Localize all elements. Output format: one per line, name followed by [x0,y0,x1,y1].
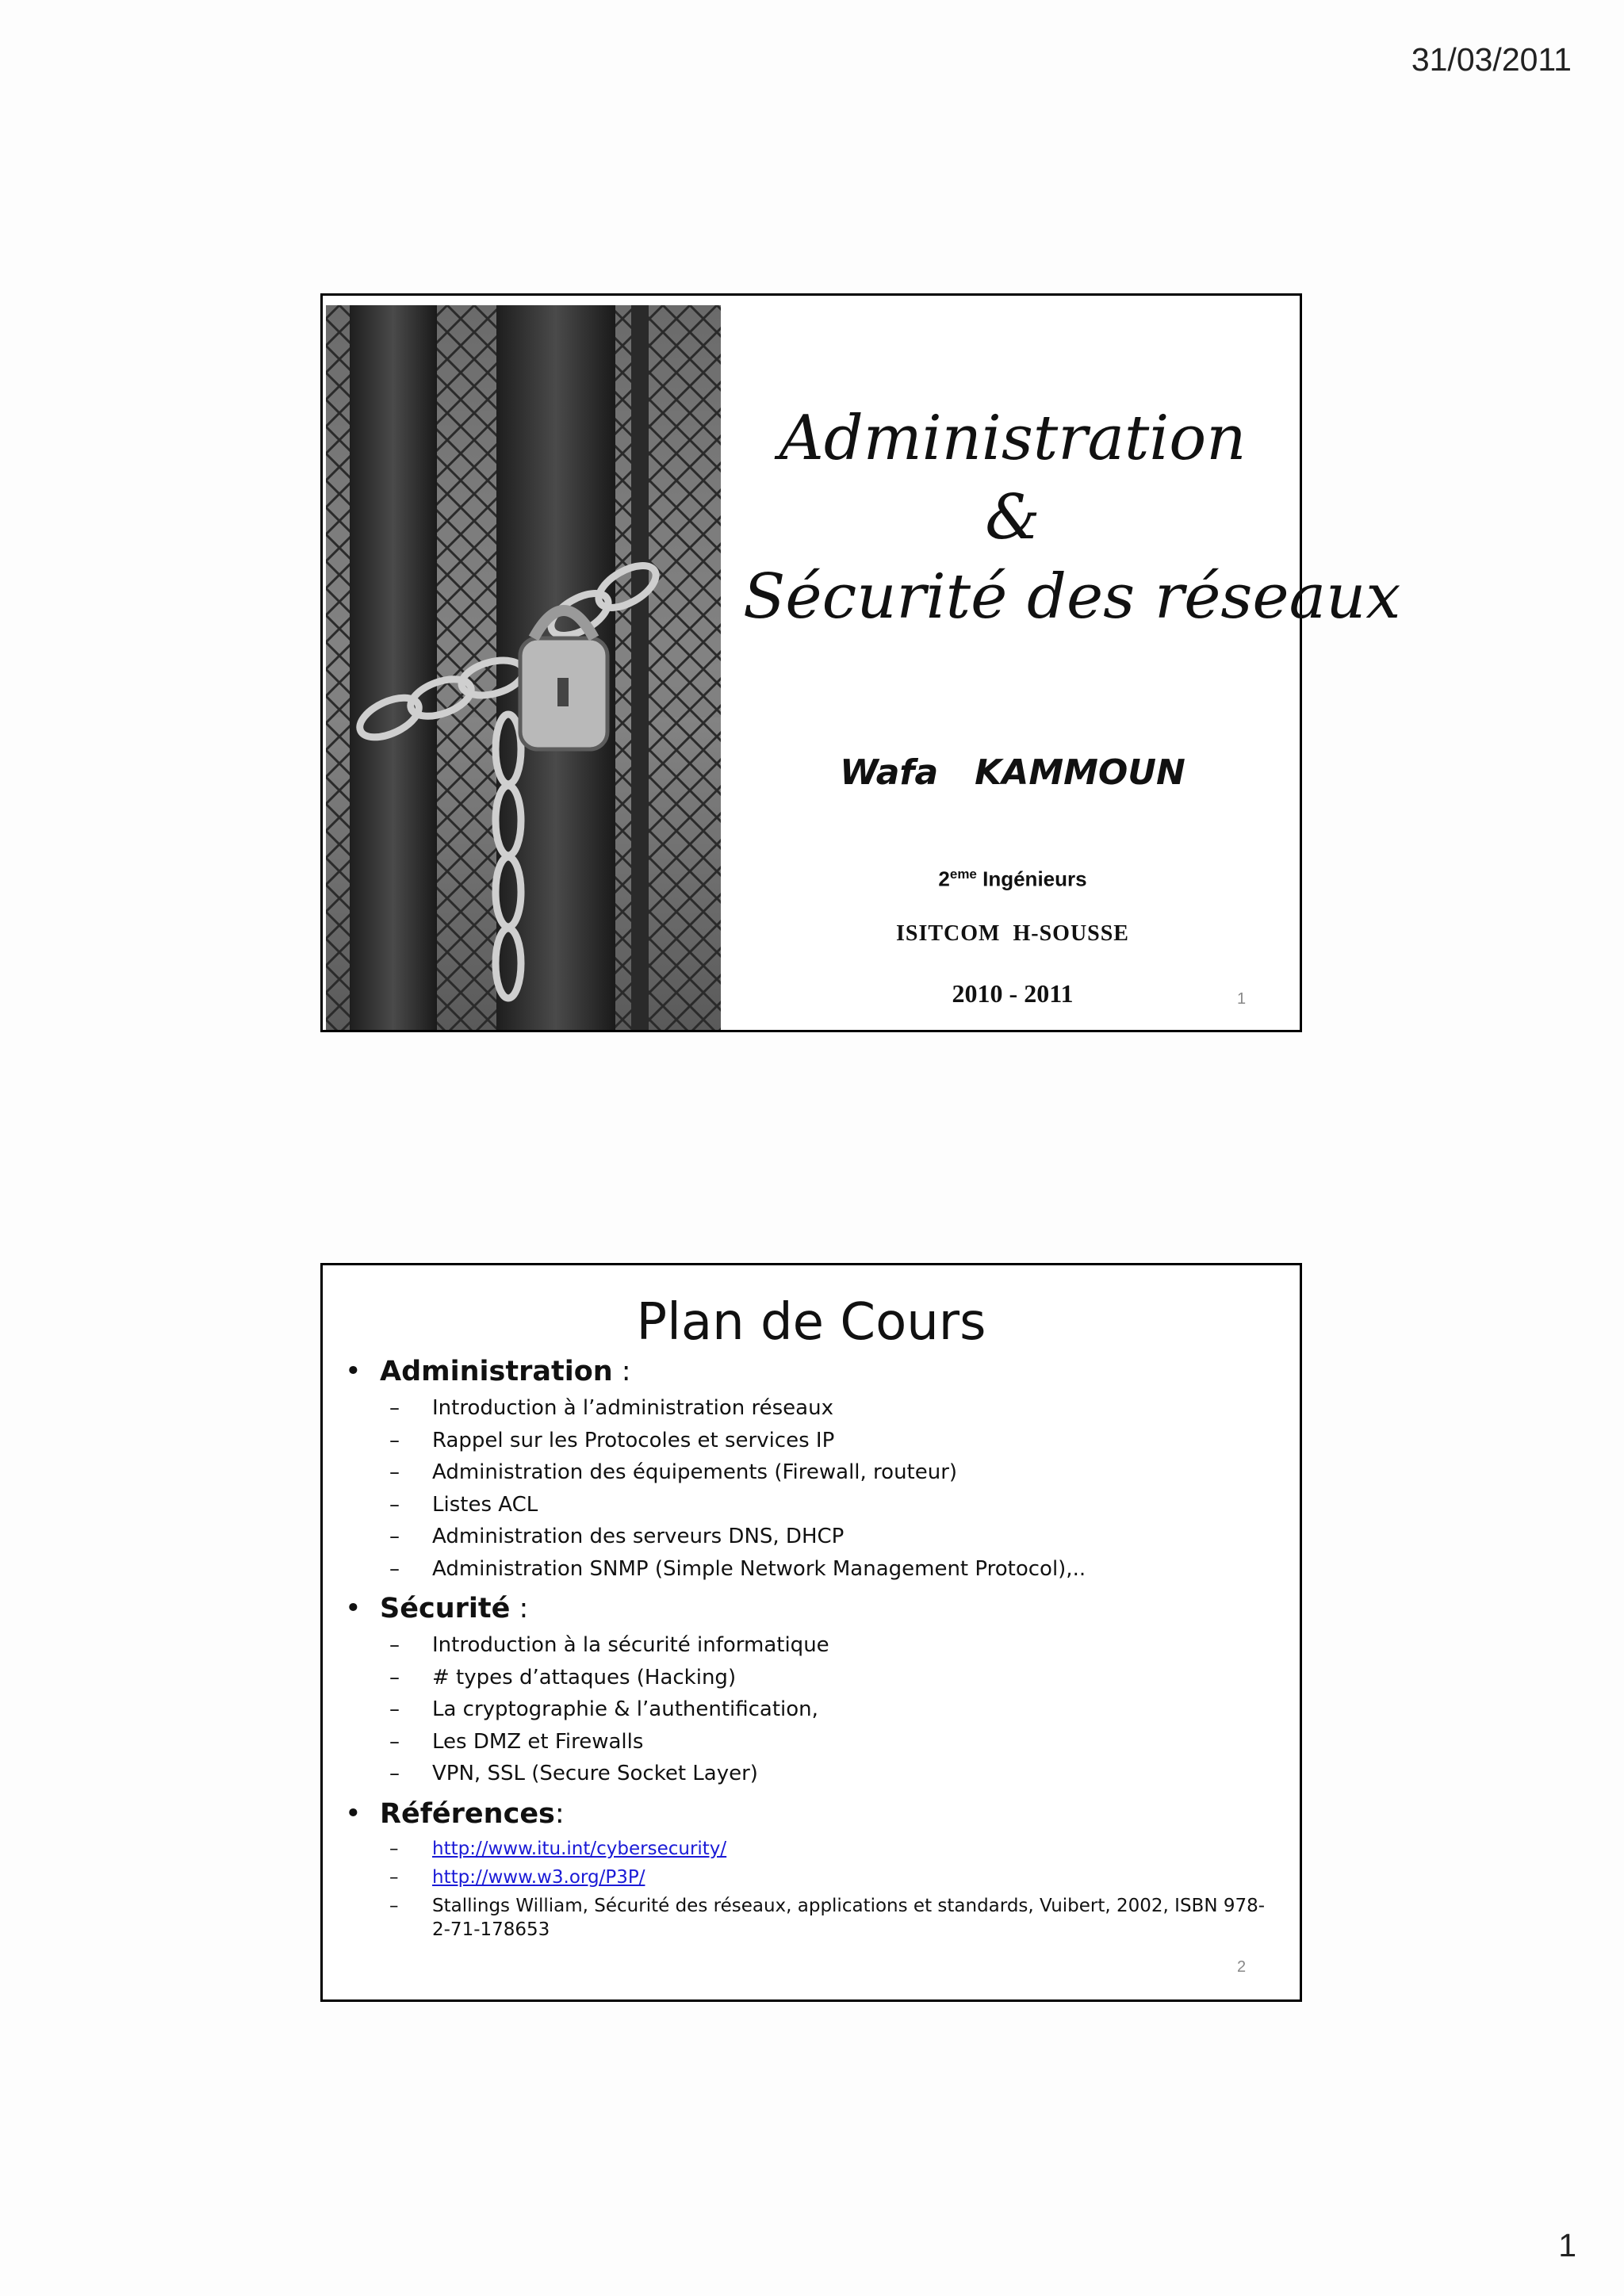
dash-icon: – [389,1396,400,1420]
dash-icon: – [389,1460,400,1484]
level-superscript: eme [949,867,977,882]
dash-icon: – [389,1866,399,1888]
list-item [389,1521,1281,1553]
course-plan-slide [320,1263,1302,2002]
course-outline [345,1353,1281,1946]
dash-icon: – [389,1556,400,1581]
list-item [389,1835,1281,1863]
list-item [389,1863,1281,1892]
slide-number: 2 [1237,1958,1247,1976]
reference-list [345,1835,1281,1942]
author-name: Wafa KAMMOUN [840,752,1185,793]
topic-text: Administration des serveurs DNS, DHCP [432,1525,845,1548]
topic-text: Les DMZ et Firewalls [432,1729,644,1754]
topic-text: Rappel sur les Protocoles et services IP [432,1428,835,1452]
section-suffix: : [612,1356,631,1387]
dash-icon: – [389,1838,399,1859]
slide-number: 1 [1237,990,1247,1008]
dash-icon: – [389,1633,400,1657]
level-number: 2 [938,867,950,891]
title-line-3: Sécurité des réseaux [743,561,1401,633]
list-item [389,1392,1281,1425]
section-administration [345,1353,1281,1391]
bullet-icon: • [345,1593,362,1624]
bullet-icon: • [345,1797,362,1830]
dash-icon: – [389,1525,400,1548]
list-item [389,1425,1281,1457]
list-item [389,1662,1281,1694]
dash-icon: – [389,1665,400,1689]
securite-topics [345,1629,1281,1790]
section-references [345,1795,1281,1833]
list-item [389,1726,1281,1758]
dash-icon: – [389,1729,400,1754]
academic-year: 2010 - 2011 [952,979,1074,1008]
title-line-1: Administration [779,403,1247,474]
course-title [743,399,1401,637]
list-item [389,1456,1281,1489]
administration-topics [345,1392,1281,1585]
section-heading: Administration [380,1356,613,1387]
reference-link-w3c[interactable]: http://www.w3.org/P3P/ [432,1866,645,1888]
student-level [743,867,1282,892]
topic-text: Administration SNMP (Simple Network Management Protocol),.. [432,1556,1086,1581]
school-name: ISITCOM H-SOUSSE [896,921,1129,946]
title-slide [320,293,1401,1032]
reference-link-itu[interactable]: http://www.itu.int/cybersecurity/ [432,1838,727,1859]
topic-text: Administration des équipements (Firewall, routeur) [432,1460,958,1484]
topic-text: # types d’attaques (Hacking) [432,1665,737,1689]
topic-text: La cryptographie & l’authentification, [432,1697,818,1721]
list-item [389,1892,1281,1942]
padlock-chain-gate-photo [326,305,721,1030]
level-text: Ingénieurs [976,867,1087,891]
list-item [389,1553,1281,1586]
dash-icon: – [389,1895,399,1916]
bullet-icon: • [345,1356,362,1387]
section-suffix: : [554,1797,565,1830]
list-item [389,1758,1281,1790]
slide-title: Plan de Cours [636,1293,986,1352]
section-heading: Références [380,1797,555,1830]
dash-icon: – [389,1492,400,1517]
title-line-2: & [985,482,1040,553]
topic-text: Listes ACL [432,1492,538,1517]
topic-text: VPN, SSL (Secure Socket Layer) [432,1762,758,1785]
list-item [389,1693,1281,1726]
section-suffix: : [510,1593,529,1624]
list-item [389,1629,1281,1662]
page-date: 31/03/2011 [1411,41,1572,78]
book-citation: Stallings William, Sécurité des réseaux, applications et standards, Vuibert, 2002, ISBN 978-2-71-178653 [432,1895,1266,1940]
section-securite [345,1590,1281,1628]
page-number: 1 [1558,2227,1576,2263]
dash-icon: – [389,1428,400,1452]
list-item [389,1489,1281,1521]
dash-icon: – [389,1762,400,1785]
section-heading: Sécurité [380,1593,511,1624]
topic-text: Introduction à l’administration réseaux [432,1396,833,1420]
dash-icon: – [389,1697,400,1721]
topic-text: Introduction à la sécurité informatique [432,1633,829,1657]
